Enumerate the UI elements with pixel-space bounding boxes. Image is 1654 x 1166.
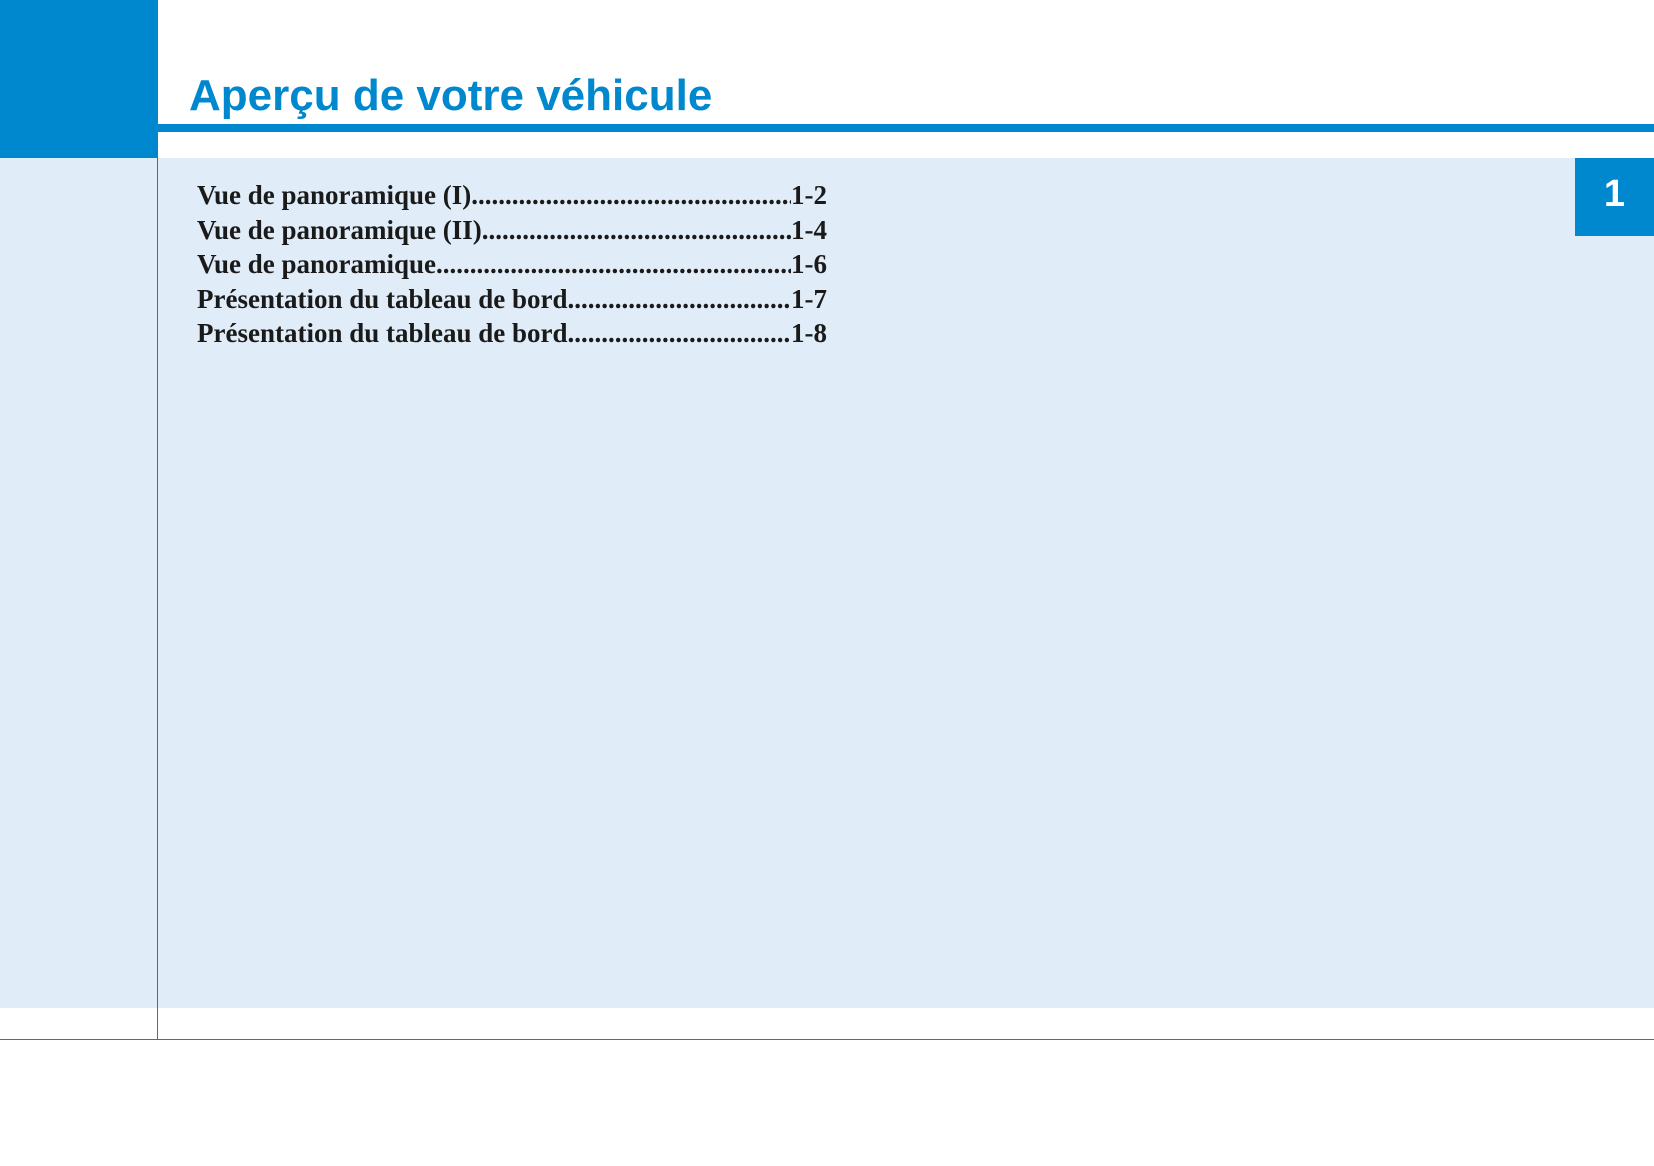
toc-entry-page: 1-4 [791, 214, 827, 245]
toc-entry-label: Vue de panoramique (I) [197, 180, 472, 210]
toc-entry[interactable] [197, 318, 827, 353]
toc-dot-leader [568, 318, 791, 349]
footer-divider [0, 1039, 1654, 1040]
toc-entry[interactable] [197, 215, 827, 250]
toc-entry-label: Vue de panoramique [197, 249, 437, 279]
table-of-contents [197, 180, 827, 353]
toc-entry-label: Vue de panoramique (II) [197, 214, 482, 245]
corner-accent-block [0, 0, 158, 158]
toc-dot-leader [436, 249, 791, 280]
toc-entry-page: 1-7 [791, 283, 827, 314]
toc-entry[interactable] [197, 180, 827, 215]
toc-entry[interactable] [197, 249, 827, 284]
toc-dot-leader [568, 284, 791, 315]
toc-entry-page: 1-8 [791, 318, 827, 348]
title-underline [158, 124, 1654, 132]
toc-entry-label: Présentation du tableau de bord [197, 283, 568, 314]
toc-entry-label: Présentation du tableau de bord [197, 318, 568, 348]
toc-entry-page: 1-2 [791, 180, 827, 210]
toc-entry-page: 1-6 [791, 249, 827, 279]
page-title: Aperçu de votre véhicule [189, 71, 713, 120]
toc-entry[interactable] [197, 284, 827, 319]
toc-dot-leader [482, 215, 791, 246]
margin-divider [157, 158, 158, 1040]
toc-dot-leader [471, 180, 791, 211]
chapter-tab[interactable]: 1 [1575, 158, 1654, 236]
